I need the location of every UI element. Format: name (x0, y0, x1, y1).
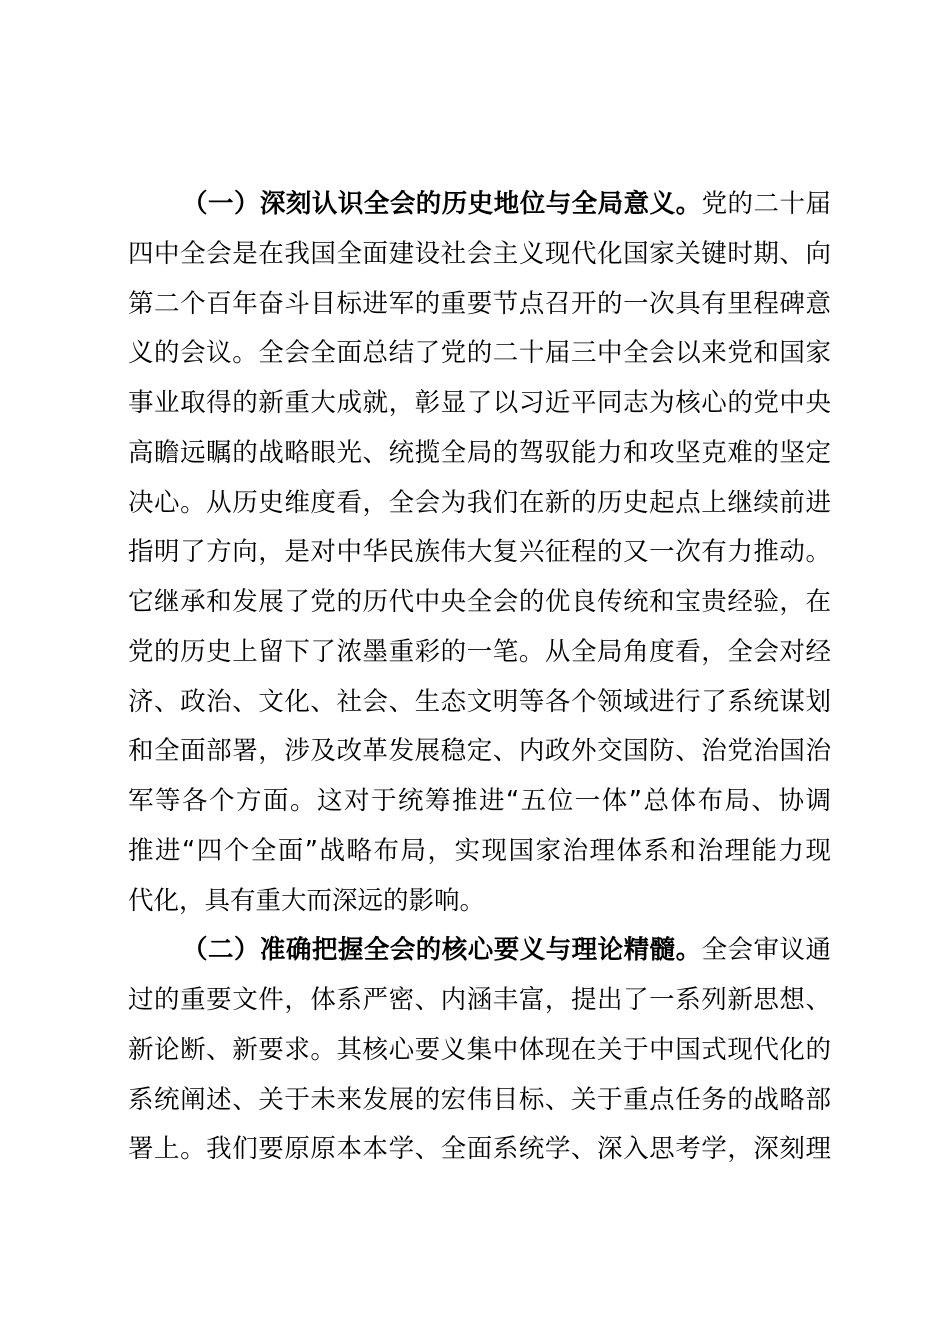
text-line: 署上。我们要原原本本学、全面系统学、深入思考学，深刻理 (128, 1134, 831, 1165)
text-line: 军等各个方面。这对于统筹推进“五位一体”总体布局、协调 (128, 786, 831, 816)
paragraph-2 (128, 926, 831, 1175)
text-line: 它继承和发展了党的历代中央全会的优良传统和宝贵经验，在 (128, 587, 831, 617)
body-text: 党的二十届 (701, 189, 831, 219)
text-line: 事业取得的新重大成就，彰显了以习近平同志为核心的党中央 (128, 388, 831, 418)
paragraph-first-line (128, 180, 831, 230)
text-line: 高瞻远瞩的战略眼光、统揽全局的驾驭能力和攻坚克难的坚定 (128, 437, 831, 468)
text-line: 推进“四个全面”战略布局，实现国家治理体系和治理能力现 (128, 835, 831, 866)
text-line: 党的历史上留下了浓墨重彩的一笔。从全局角度看，全会对经 (128, 636, 831, 667)
body-text: 全会审议通 (701, 935, 831, 966)
text-line: 系统阐述、关于未来发展的宏伟目标、关于重点任务的战略部 (128, 1084, 831, 1115)
text-line: 新论断、新要求。其核心要义集中体现在关于中国式现代化的 (128, 1034, 831, 1065)
text-line: 指明了方向，是对中华民族伟大复兴征程的又一次有力推动。 (128, 537, 831, 568)
text-line: 过的重要文件，体系严密、内涵丰富，提出了一系列新思想、 (128, 985, 831, 1015)
text-line: 决心。从历史维度看，全会为我们在新的历史起点上继续前进 (128, 487, 831, 518)
text-line: 四中全会是在我国全面建设社会主义现代化国家关键时期、向 (128, 238, 831, 269)
section-heading: （一）深刻认识全会的历史地位与全局意义。 (182, 189, 702, 219)
text-line: 代化，具有重大而深远的影响。 (128, 885, 486, 916)
text-line: 和全面部署，涉及改革发展稳定、内政外交国防、治党治国治 (128, 736, 831, 767)
text-line: 义的会议。全会全面总结了党的二十届三中全会以来党和国家 (128, 338, 831, 369)
text-line: 济、政治、文化、社会、生态文明等各个领域进行了系统谋划 (128, 686, 831, 717)
paragraph-first-line (128, 926, 831, 976)
paragraph-1 (128, 180, 831, 926)
text-line: 第二个百年奋斗目标进军的重要节点召开的一次具有里程碑意 (128, 288, 831, 319)
section-heading: （二）准确把握全会的核心要义与理论精髓。 (182, 935, 702, 966)
document-page (128, 180, 831, 1175)
